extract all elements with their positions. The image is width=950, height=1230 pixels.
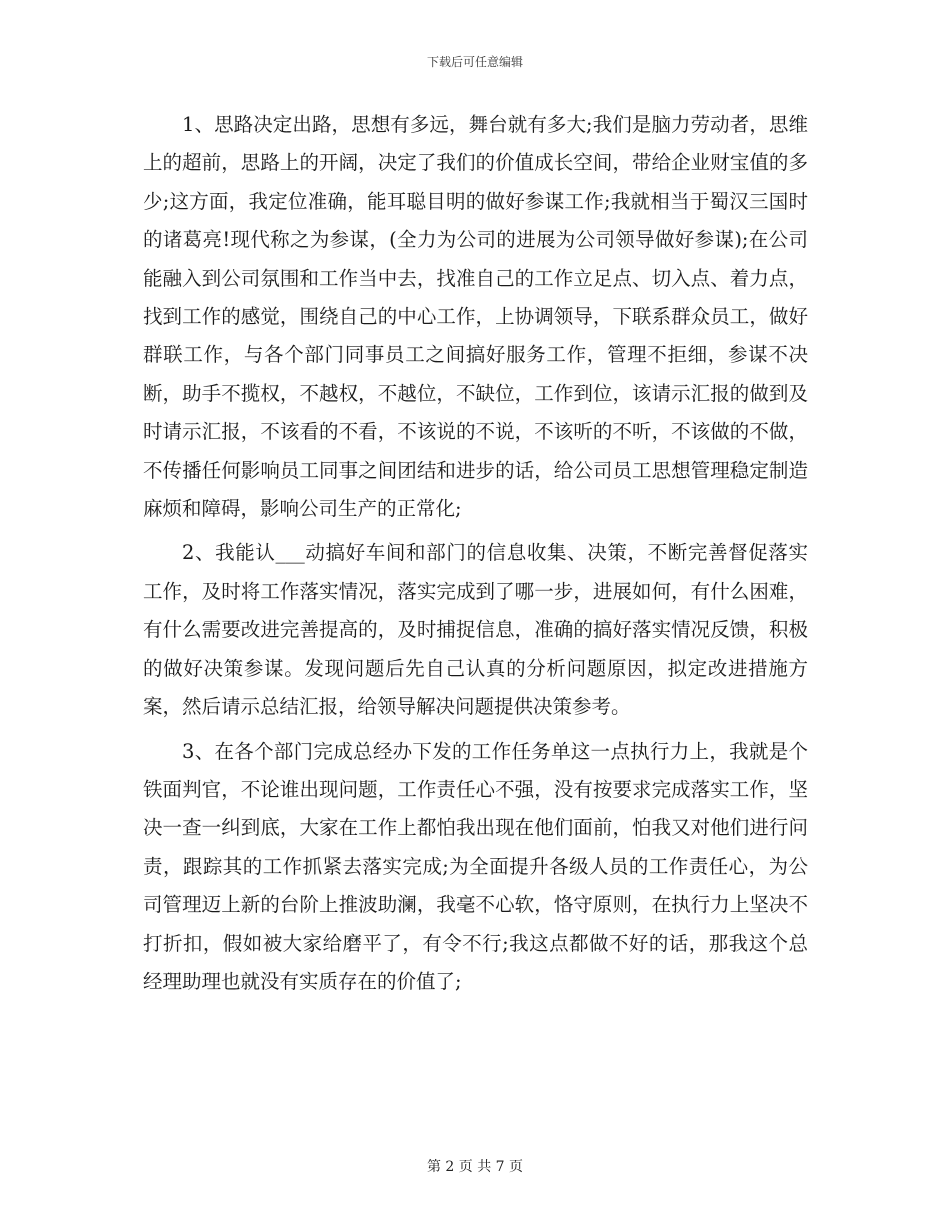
paragraph-2: 2、我能认___动搞好车间和部门的信息收集、决策，不断完善督促落实工作，及时将工作落实情况，落实完成到了哪一步，进展如何，有什么困难，有什么需要改进完善提高的，及时捕捉信息，准确的搞好落实情况反馈，积极的做好决策参谋。发现问题后先自己认真的分析问题原因，拟定改进措施方案，然后请示总结汇报，给领导解决问题提供决策参考。 xyxy=(143,541,808,719)
document-body xyxy=(143,106,808,1007)
paragraph-1: 1、思路决定出路，思想有多远，舞台就有多大;我们是脑力劳动者，思维上的超前，思路上的开阔，决定了我们的价值成长空间，带给企业财宝值的多少;这方面，我定位准确，能耳聪目明的做好参谋工作;我就相当于蜀汉三国时的诸葛亮!现代称之为参谋，(全力为公司的进展为公司领导做好参谋);在公司能融入到公司氛围和工作当中去，找准自己的工作立足点、切入点、着力点，找到工作的感觉，围绕自己的中心工作，上协调领导，下联系群众员工，做好群联工作，与各个部门同事员工之间搞好服务工作，管理不拒细，参谋不决断，助手不揽权，不越权，不越位，不缺位，工作到位，该请示汇报的做到及时请示汇报，不该看的不看，不该说的不说，不该听的不听，不该做的不做，不传播任何影响员工同事之间团结和进步的话，给公司员工思想管理稳定制造麻烦和障碍，影响公司生产的正常化; xyxy=(143,113,808,521)
page-header: 下载后可任意编辑 xyxy=(426,55,523,69)
page-number: 第 2 页 共 7 页 xyxy=(426,1159,524,1175)
paragraph-3: 3、在各个部门完成总经办下发的工作任务单这一点执行力上，我就是个铁面判官，不论谁出现问题，工作责任心不强，没有按要求完成落实工作，坚决一查一纠到底，大家在工作上都怕我出现在他们面前，怕我又对他们进行问责，跟踪其的工作抓紧去落实完成;为全面提升各级人员的工作责任心，为公司管理迈上新的台阶上推波助澜，我毫不心软，恪守原则，在执行力上坚决不打折扣，假如被大家给磨平了，有令不行;我这点都做不好的话，那我这个总经理助理也就没有实质存在的价值了; xyxy=(143,739,808,993)
